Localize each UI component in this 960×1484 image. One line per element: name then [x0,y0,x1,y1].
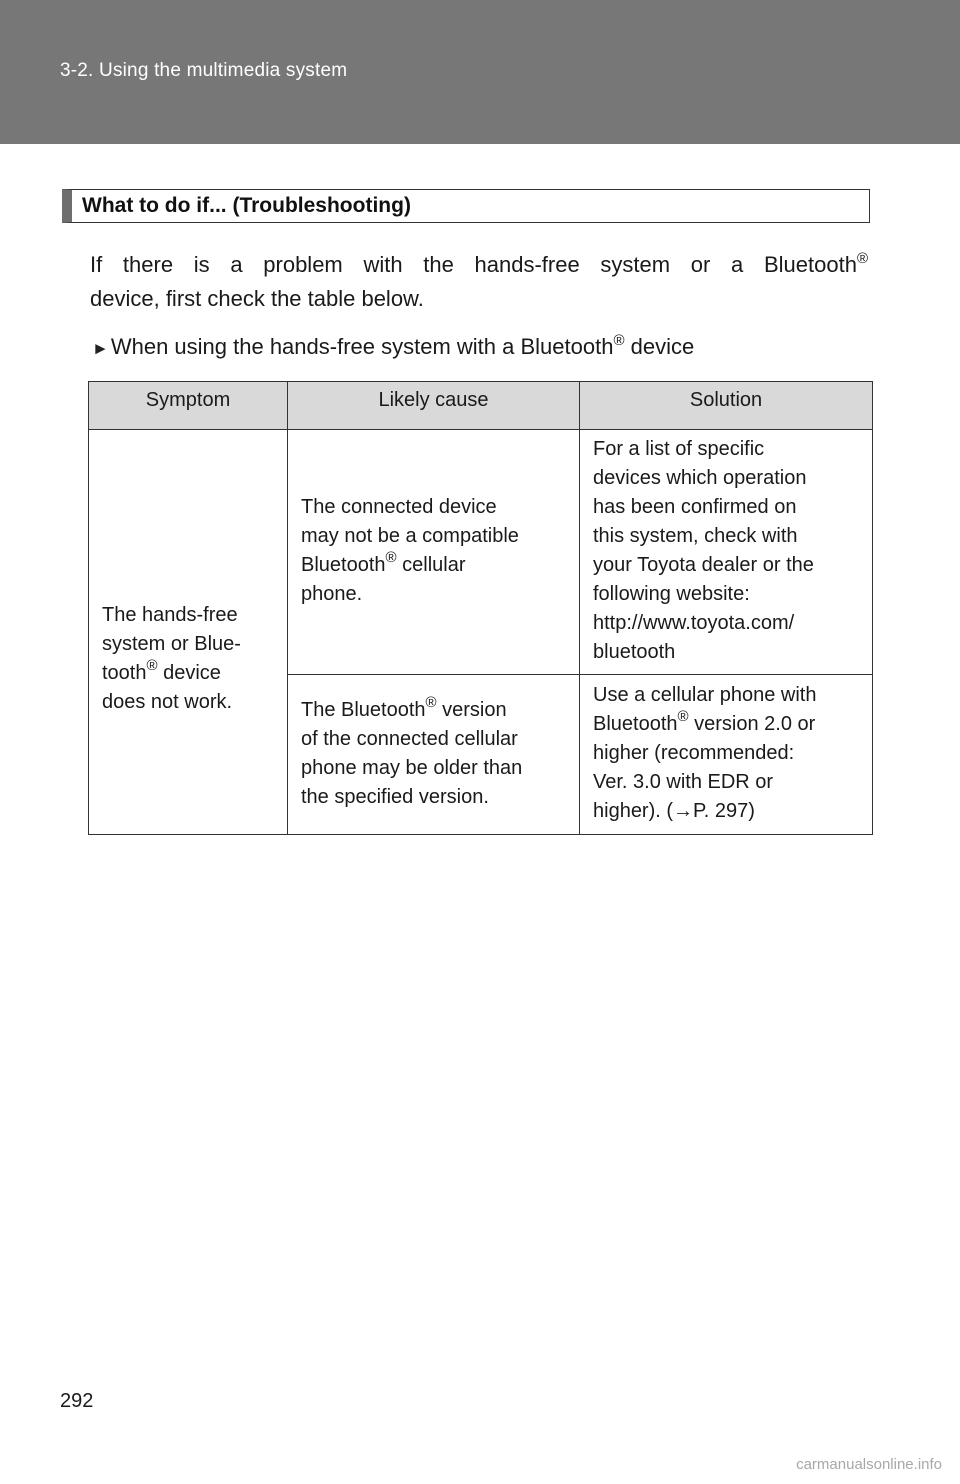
column-header-symptom: Symptom [89,382,288,430]
section-heading-text: What to do if... (Troubleshooting) [82,194,411,217]
triangle-marker-icon: ► [92,339,109,358]
column-header-likely-cause: Likely cause [288,382,580,430]
solution-cell: For a list of specific devices which operation has been confirmed on this system, check with your Toyota dealer or the following website: http://www.toyota.com/ bluetooth [580,430,873,675]
registered-mark: ® [856,250,868,267]
header-band [0,0,960,144]
page-reference: higher). (→P. 297) [593,800,755,822]
intro-paragraph [90,248,868,316]
table-header-row [89,382,873,430]
section-breadcrumb: 3-2. Using the multimedia system [60,60,348,81]
website-link: http://www.toyota.com/ [593,612,795,634]
symptom-cell: The hands-free system or Blue- tooth® device does not work. [89,430,288,835]
cause-cell: The Bluetooth® version of the connected cellular phone may be older than the specified version. [288,675,580,835]
solution-cell: Use a cellular phone with Bluetooth® version 2.0 or higher (recommended: Ver. 3.0 with EDR or higher). (→P. 297) [580,675,873,835]
cause-cell: The connected device may not be a compatible Bluetooth® cellular phone. [288,430,580,675]
section-heading [62,189,870,223]
table-row [89,430,873,675]
subheading: ►When using the hands-free system with a Bluetooth® device [92,332,695,359]
intro-line-2: device, first check the table below. [90,286,424,311]
watermark: carmanualsonline.info [796,1456,942,1473]
column-header-solution: Solution [580,382,873,430]
page-number: 292 [60,1390,94,1412]
intro-line-1: If there is a problem with the hands-free system or a Bluetooth® [90,250,868,277]
troubleshooting-table [88,381,873,835]
registered-mark: ® [613,332,625,349]
